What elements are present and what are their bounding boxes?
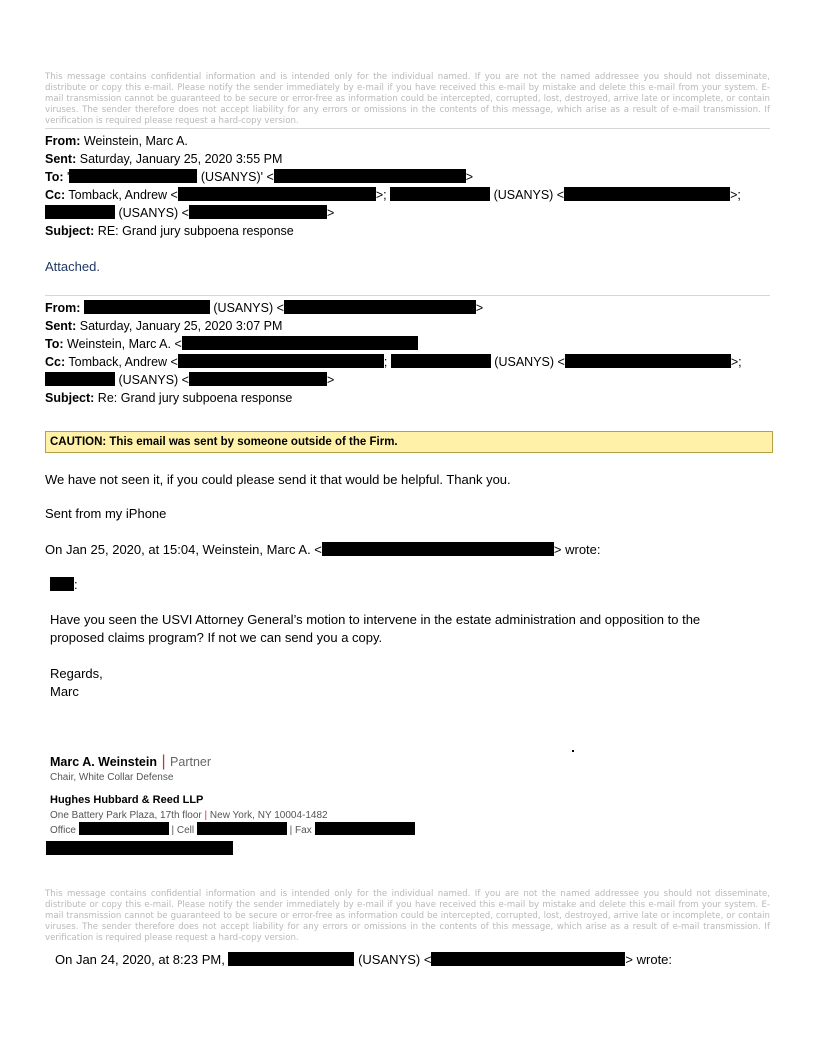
email2-cc-line [45, 353, 742, 371]
final-quote-post: > wrote: [625, 952, 673, 967]
divider [45, 128, 770, 129]
email2-subject-line [45, 389, 292, 407]
email1-subject-line [45, 222, 294, 240]
external-sender-caution-banner: CAUTION: This email was sent by someone outside of the Firm. [45, 431, 773, 453]
signature-address-pipe: | [204, 810, 208, 821]
signature-role: Chair, White Collar Defense [50, 772, 174, 783]
quoted-body-line1: Have you seen the USVI Attorney General’s motion to intervene in the estate administration and opposition to the [50, 612, 701, 627]
greeting-colon: : [74, 577, 78, 592]
email2-cc-line2 [45, 371, 334, 389]
to-quote: ' [67, 170, 70, 184]
redaction [322, 542, 554, 556]
email1-cc-line [45, 186, 741, 204]
cell-label: | Cell [171, 825, 195, 836]
signature-address: One Battery Park Plaza, 17th floor [50, 810, 202, 821]
cc2-usanys: (USANYS) < [118, 206, 189, 220]
sent-value: Saturday, January 25, 2020 3:55 PM [79, 152, 283, 166]
cc-sep: >; [375, 188, 387, 202]
cc-label: Cc: [45, 355, 66, 369]
sent-value: Saturday, January 25, 2020 3:07 PM [79, 319, 283, 333]
redaction [79, 822, 169, 835]
redaction [197, 822, 287, 835]
quoted-regards: Regards, [50, 666, 103, 681]
email2-sent-line [45, 317, 282, 335]
cc-usanys: (USANYS) < [493, 188, 565, 202]
fax-label: | Fax [289, 825, 312, 836]
redaction [45, 205, 115, 219]
email1-body: Attached. [45, 259, 100, 274]
redaction [182, 336, 418, 350]
divider [45, 295, 770, 296]
subject-value: RE: Grand jury subpoena response [97, 224, 294, 238]
from-value: Weinstein, Marc A. [83, 134, 188, 148]
redaction-email [46, 841, 233, 855]
cc-usanys: (USANYS) < [494, 355, 565, 369]
final-quote-pre: On Jan 24, 2020, at 8:23 PM, [55, 952, 225, 967]
redaction [390, 187, 490, 201]
final-quote-usanys: (USANYS) < [358, 952, 432, 967]
cc2-usanys: (USANYS) < [118, 373, 189, 387]
signature-pipe: | [161, 753, 166, 770]
redaction [45, 372, 115, 386]
from-label: From: [45, 134, 81, 148]
signature-address-line [50, 810, 328, 821]
quoted-greeting [50, 576, 78, 594]
redaction [228, 952, 354, 966]
redaction [189, 205, 327, 219]
cc-end: >; [730, 355, 742, 369]
redaction [431, 952, 625, 966]
email1-to-line [45, 168, 473, 186]
to-label: To: [45, 337, 64, 351]
confidentiality-disclaimer-bottom: This message contains confidential information and is intended only for the individual named. If you are not the named addressee you should not disseminate, distribute or copy this e-mail. Please notify the sender immediately by e-mail if you have received this e-mail by mistake and delete this e-mail from your system. E-mail transmission cannot be guaranteed to be secure or error-free as information could be intercepted, corrupted, lost, destroyed, arrive late or incomplete, or contain viruses. The sender therefore does not accept liability for any errors or omissions in the contents of this message, which arise as a result of e-mail transmission. If verification is required please request a hard-copy version. [45, 889, 770, 943]
cc-label: Cc: [45, 188, 66, 202]
to-close: > [465, 170, 474, 184]
redaction [189, 372, 327, 386]
to-label: To: [45, 170, 64, 184]
cc-name: Tomback, Andrew < [68, 355, 178, 369]
quoted-header [45, 541, 601, 559]
redaction [50, 577, 74, 591]
redaction [315, 822, 415, 835]
from-label: From: [45, 301, 81, 315]
email1-sent-line [45, 150, 282, 168]
signature-phone-line [50, 822, 415, 836]
email1-cc-line2 [45, 204, 334, 222]
email1-from-line [45, 132, 188, 150]
signature-name: Marc A. Weinstein [50, 755, 157, 769]
cc2-end: > [327, 373, 335, 387]
redaction [178, 354, 384, 368]
sent-label: Sent: [45, 152, 77, 166]
subject-label: Subject: [45, 391, 95, 405]
from-close: > [475, 301, 484, 315]
email2-body-line1: We have not seen it, if you could please send it that would be helpful. Thank you. [45, 472, 511, 487]
email2-to-line [45, 335, 418, 353]
signature-title: Partner [170, 755, 212, 769]
stray-dot [572, 750, 574, 752]
cc-name: Tomback, Andrew < [68, 188, 178, 202]
redaction [391, 354, 491, 368]
redaction [274, 169, 466, 183]
quoted-header-pre: On Jan 25, 2020, at 15:04, Weinstein, Marc A. < [45, 542, 322, 557]
quoted-body-line2: proposed claims program? If not we can send you a copy. [50, 630, 383, 645]
from-usanys: (USANYS) < [213, 301, 284, 315]
cc2-end: > [327, 206, 335, 220]
confidentiality-disclaimer-top: This message contains confidential information and is intended only for the individual named. If you are not the named addressee you should not disseminate, distribute or copy this e-mail. Please notify the sender immediately by e-mail if you have received this e-mail by mistake and delete this e-mail from your system. E-mail transmission cannot be guaranteed to be secure or error-free as information could be intercepted, corrupted, lost, destroyed, arrive late or incomplete, or contain viruses. The sender therefore does not accept liability for any errors or omissions in the contents of this message, which arise as a result of e-mail transmission. If verification is required please request a hard-copy version. [45, 72, 770, 126]
subject-value: Re: Grand jury subpoena response [97, 391, 293, 405]
office-label: Office [50, 825, 76, 836]
to-usanys: (USANYS)' < [200, 170, 274, 184]
redaction [69, 169, 197, 183]
redaction [565, 354, 731, 368]
sent-label: Sent: [45, 319, 77, 333]
redaction [84, 300, 210, 314]
signature-firm: Hughes Hubbard & Reed LLP [50, 794, 204, 806]
to-value: Weinstein, Marc A. < [67, 337, 182, 351]
final-quoted-header [55, 951, 672, 969]
signature-city: New York, NY 10004-1482 [209, 810, 328, 821]
cc-end: >; [730, 188, 741, 202]
redaction [564, 187, 730, 201]
email2-body-line2: Sent from my iPhone [45, 506, 167, 521]
signature-name-line [50, 753, 211, 771]
subject-label: Subject: [45, 224, 95, 238]
redaction [284, 300, 476, 314]
quoted-header-post: > wrote: [553, 542, 601, 557]
quoted-signoff-name: Marc [50, 684, 79, 699]
email2-from-line [45, 299, 483, 317]
cc-sep: ; [383, 355, 388, 369]
redaction [178, 187, 376, 201]
